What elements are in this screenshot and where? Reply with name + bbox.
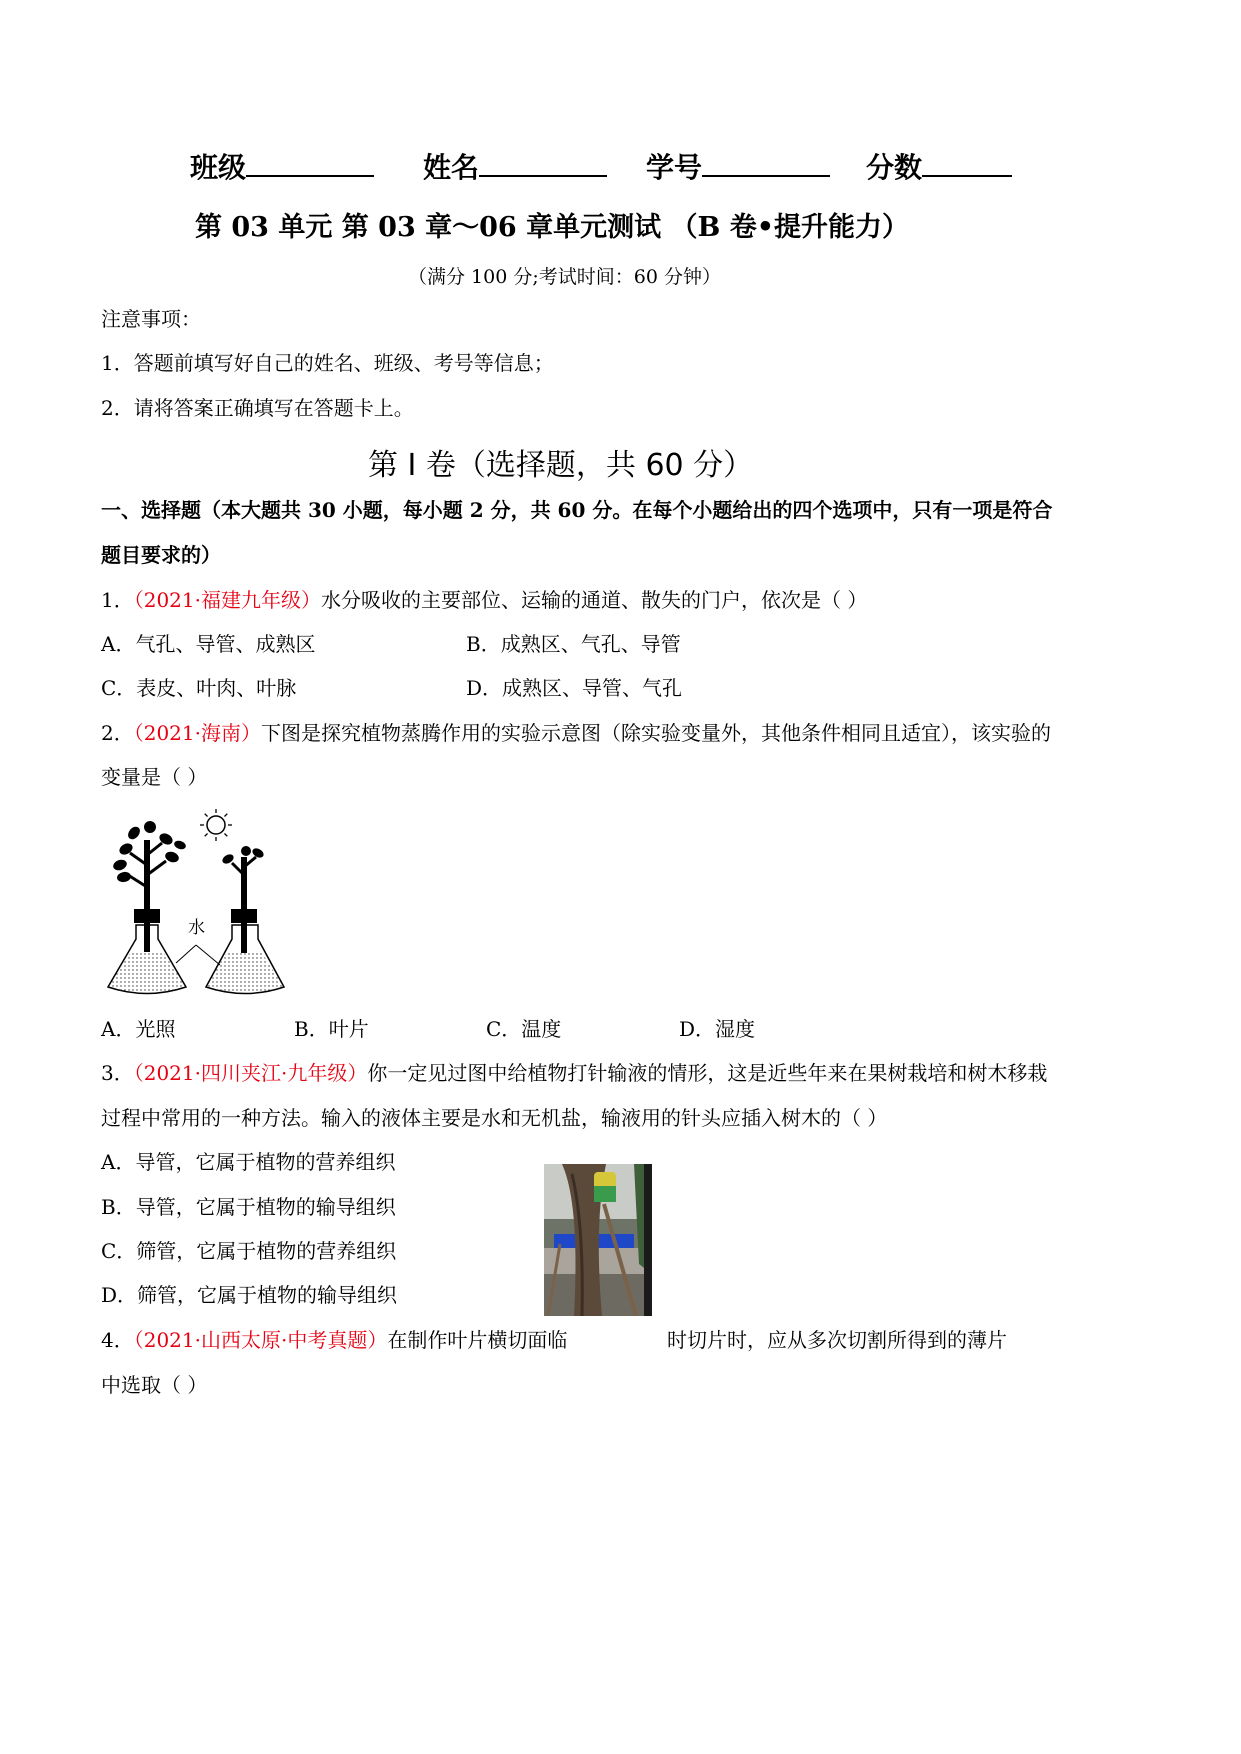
option-a[interactable]: A．导管，它属于植物的营养组织 <box>101 1150 396 1174</box>
option-b[interactable]: B．导管，它属于植物的输导组织 <box>101 1195 396 1219</box>
question-number: 2． <box>101 721 134 745</box>
option-c[interactable]: C．温度 <box>486 1017 562 1041</box>
section-title: 第 I 卷（选择题，共 60 分） <box>368 448 754 483</box>
question-4-stem-line2: 中选取（ ） <box>101 1373 208 1397</box>
question-2-stem <box>101 723 1051 743</box>
option-c[interactable]: C．筛管，它属于植物的营养组织 <box>101 1239 397 1263</box>
option-b[interactable]: B．成熟区、气孔、导管 <box>466 632 681 656</box>
notes-item: 1．答题前填写好自己的姓名、班级、考号等信息； <box>101 351 554 375</box>
left-flask-with-leaves <box>108 821 187 994</box>
option-a[interactable]: A．光照 <box>101 1017 176 1041</box>
transpiration-experiment-figure <box>100 805 300 1000</box>
question-text: 水分吸收的主要部位、运输的通道、散失的门户，依次是（ ） <box>321 588 868 612</box>
name-label: 姓名 <box>423 151 480 184</box>
question-3-stem-line2: 过程中常用的一种方法。输入的液体主要是水和无机盐，输液用的针头应插入树木的（ ） <box>101 1106 888 1130</box>
student-id-blank[interactable] <box>702 151 830 177</box>
water-label: 水 <box>188 918 205 938</box>
question-number: 1． <box>101 588 134 612</box>
question-text: 下图是探究植物蒸腾作用的实验示意图（除实验变量外，其他条件相同且适宜），该实验的 <box>261 721 1051 745</box>
option-d[interactable]: D．成熟区、导管、气孔 <box>466 676 683 700</box>
option-b[interactable]: B．叶片 <box>294 1017 369 1041</box>
notes-heading: 注意事项： <box>101 307 201 331</box>
question-2-stem-line2: 变量是（ ） <box>101 765 208 789</box>
page-subtitle: （满分 100 分;考试时间：60 分钟） <box>408 266 721 288</box>
class-label: 班级 <box>190 151 247 184</box>
question-4-stem-cont: 时切片时，应从多次切割所得到的薄片 <box>667 1328 1007 1352</box>
notes-item: 2．请将答案正确填写在答题卡上。 <box>101 396 414 420</box>
student-id-field <box>646 146 830 186</box>
question-text: 在制作叶片横切面临 <box>387 1328 568 1352</box>
question-source: （2021·海南） <box>133 721 261 745</box>
part-heading-line2: 题目要求的） <box>101 543 221 567</box>
question-source: （2021·山西太原·中考真题） <box>133 1328 388 1352</box>
score-blank[interactable] <box>922 151 1012 177</box>
sun-icon <box>200 809 232 841</box>
class-blank[interactable] <box>246 151 374 177</box>
question-source: （2021·四川夹江·九年级） <box>133 1061 368 1085</box>
question-3-stem <box>101 1063 1047 1083</box>
student-id-label: 学号 <box>646 151 703 184</box>
class-field <box>190 146 374 186</box>
right-flask-without-leaves <box>206 846 284 994</box>
question-1-stem <box>101 590 867 610</box>
question-4-stem <box>101 1330 567 1350</box>
question-source: （2021·福建九年级） <box>133 588 321 612</box>
part-heading-line1: 一、选择题（本大题共 30 小题，每小题 2 分，共 60 分。在每个小题给出的四个选项中，只有一项是符合 <box>101 498 1053 522</box>
question-text: 你一定见过图中给植物打针输液的情形，这是近些年来在果树栽培和树木移栽 <box>367 1061 1048 1085</box>
option-c[interactable]: C．表皮、叶肉、叶脉 <box>101 676 297 700</box>
name-blank[interactable] <box>479 151 607 177</box>
page-title: 第 03 单元 第 03 章～06 章单元测试 （B 卷•提升能力） <box>195 212 909 243</box>
option-d[interactable]: D．湿度 <box>679 1017 756 1041</box>
option-d[interactable]: D．筛管，它属于植物的输导组织 <box>101 1283 398 1307</box>
question-number: 4． <box>101 1328 134 1352</box>
option-a[interactable]: A．气孔、导管、成熟区 <box>101 632 316 656</box>
score-field <box>866 146 1012 186</box>
question-number: 3． <box>101 1061 134 1085</box>
name-field <box>423 146 607 186</box>
score-label: 分数 <box>866 151 923 184</box>
tree-infusion-photo <box>544 1164 652 1316</box>
